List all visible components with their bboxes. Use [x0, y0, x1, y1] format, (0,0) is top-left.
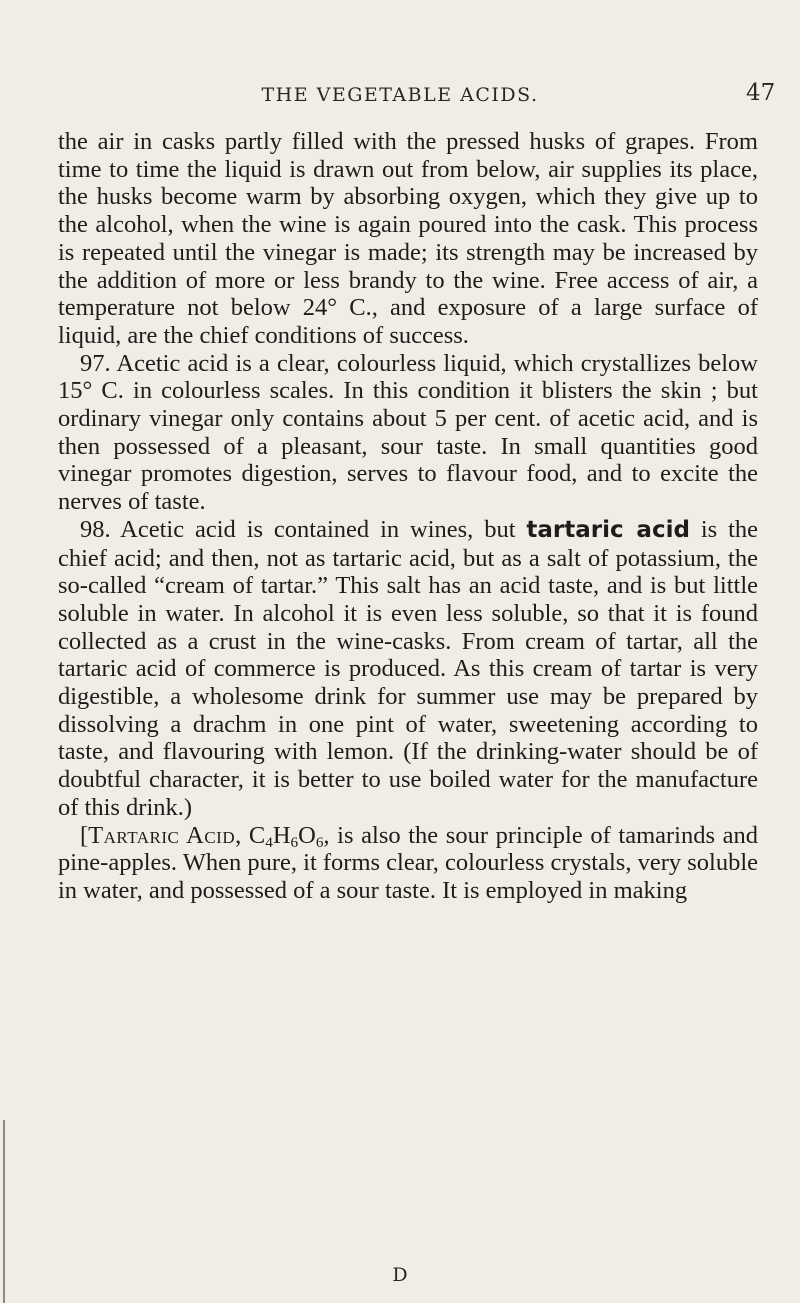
paragraph-tartaric-rest: , is also the sour principle of tamarinds and pine-apples. When pure, it forms clear, colourless crystals, very soluble in water, and possessed of a sour taste. It is employed in making: [58, 821, 759, 904]
paragraph-continued: the air in casks partly filled with the pressed husks of grapes. From time to time the liquid is drawn out from below, air supplies its place, the husks become warm by absorbing oxygen, which they give up to the alcohol, when the wine is again poured into the cask. This process is repeated until the vinegar is made; its strength may be increased by the addition of more or less brandy to the wine. Free access of air, a temperature not below 24° C., and exposure of a large surface of liquid, are the chief conditions of success.: [58, 128, 758, 349]
formula-hydrogen: H: [272, 821, 291, 849]
open-bracket: [: [80, 821, 89, 849]
tartaric-acid-heading: Tartaric Acid: [88, 821, 236, 849]
paragraph-98: [58, 516, 758, 822]
signature-mark: D: [392, 1264, 408, 1286]
formula-carbon-count: 4: [265, 833, 273, 851]
page-number: 47: [746, 80, 776, 106]
formula-oxygen-count: 6: [315, 833, 324, 851]
formula-carbon: C: [248, 821, 266, 849]
formula-oxygen: O: [298, 821, 316, 849]
tartaric-acid-term: tartaric acid: [526, 516, 690, 543]
body-text: [58, 128, 758, 905]
paragraph-98-rest: is the chief acid; and then, not as tartaric acid, but as a salt of potassium, the so-called “cream of tartar.” This salt has an acid taste, and is but little soluble in water. In alcohol it is even less soluble, so that it is found collected as a crust in the wine-casks. From cream of tartar, all the tartaric acid of commerce is produced. As this cream of tartar is very digestible, a wholesome drink for summer use may be prepared by dissolving a drachm in one pint of water, sweetening according to taste, and flavouring with lemon. (If the drinking-water should be of doubtful character, it is better to use boiled water for the manufacture of this drink.): [58, 515, 759, 821]
page-edge-shadow: [3, 1120, 5, 1303]
paragraph-98-lead: 98. Acetic acid is contained in wines, but: [80, 515, 516, 543]
paragraph-97: 97. Acetic acid is a clear, colourless liquid, which crystallizes below 15° C. in colourless scales. In this condition it blisters the skin ; but ordinary vinegar only contains about 5 per cent. of acetic acid, and is then possessed of a pleasant, sour taste. In small quantities good vinegar promotes digestion, serves to flavour food, and to excite the nerves of taste.: [58, 349, 758, 516]
chemical-formula: [249, 822, 324, 849]
formula-hydrogen-count: 6: [290, 833, 299, 851]
running-title: THE VEGETABLE ACIDS.: [261, 84, 539, 106]
paragraph-tartaric-acid: [Tartaric Acid, $C_4H_6O_6$, is also the sour principle of tamarinds and pine-apples. When pure, it forms clear, colourless crystals, very soluble in water, and possessed of a sour taste. It is employed in making: [58, 821, 759, 904]
